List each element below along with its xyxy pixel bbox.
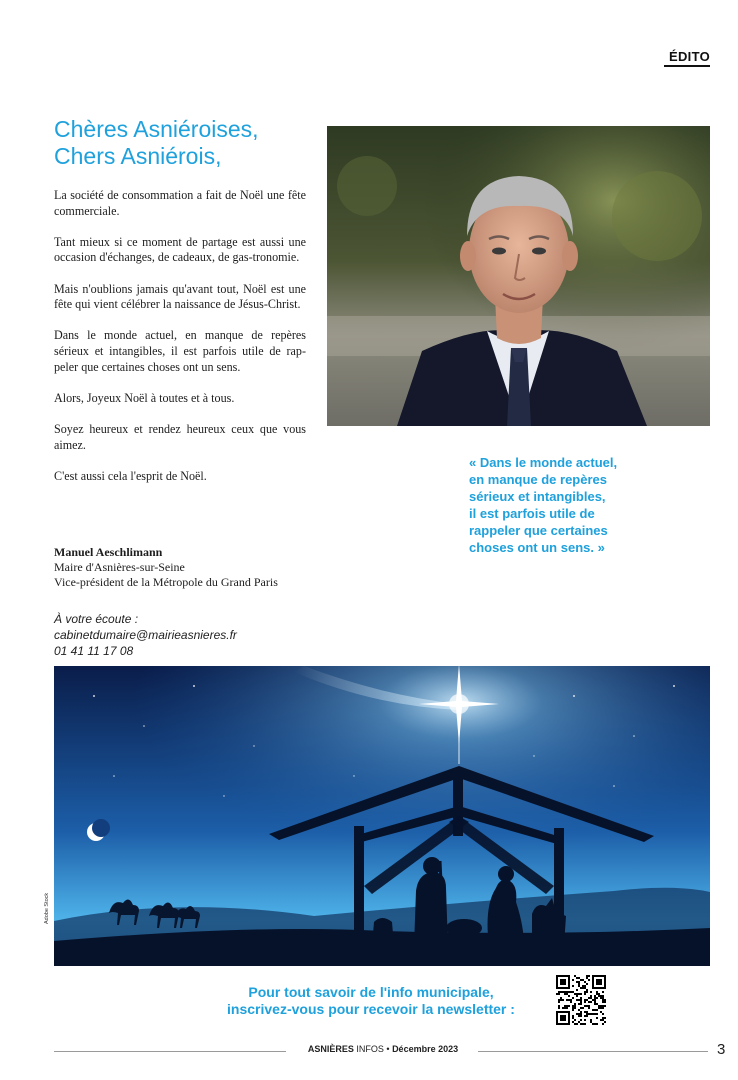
footer-masthead xyxy=(290,1044,476,1054)
pull-quote-line: choses ont un sens. » xyxy=(469,540,605,555)
pull-quote xyxy=(469,454,699,556)
body-paragraph: Tant mieux si ce moment de partage est aussi une occasion d'échanges, de cadeaux, de gas-tronomie. xyxy=(54,234,306,265)
qr-code-icon xyxy=(556,975,606,1025)
newsletter-qr-code[interactable] xyxy=(556,975,606,1025)
body-paragraph: Soyez heureux et rendez heureux ceux que vous aimez. xyxy=(54,421,306,452)
portrait-illustration xyxy=(327,126,710,426)
signature-name: Manuel Aeschlimann xyxy=(54,545,163,559)
editorial-body xyxy=(54,188,306,500)
signature-title: Maire d'Asnières-sur-Seine xyxy=(54,560,185,574)
nativity-illustration xyxy=(54,666,710,966)
contact-block xyxy=(54,611,314,659)
footer-issue: Décembre 2023 xyxy=(392,1044,459,1054)
page-number: 3 xyxy=(717,1041,726,1058)
pull-quote-line: en manque de repères xyxy=(469,472,607,487)
footer-magazine-bold: ASNIÈRES xyxy=(307,1044,354,1054)
newsletter-line: inscrivez-vous pour recevoir la newsletter : xyxy=(227,1001,515,1017)
mayor-portrait xyxy=(327,126,710,426)
body-paragraph: Dans le monde actuel, en manque de repères sérieux et intangibles, il est parfois utile de rap-peler que certaines choses ont un sens. xyxy=(54,328,306,374)
body-paragraph: C'est aussi cela l'esprit de Noël. xyxy=(54,468,207,483)
footer-separator: • xyxy=(383,1044,393,1054)
newsletter-cta xyxy=(200,984,542,1018)
footer-magazine-rest: INFOS xyxy=(353,1044,384,1054)
image-credit: Adobe Stock xyxy=(44,892,50,924)
body-paragraph: Mais n'oublions jamais qu'avant tout, Noël est une fête qui vient célébrer la naissance de Jésus-Christ. xyxy=(54,281,306,312)
pull-quote-line: sérieux et intangibles, xyxy=(469,489,606,504)
greeting-heading xyxy=(54,116,324,170)
contact-label: À votre écoute : xyxy=(54,612,139,626)
signature-block xyxy=(54,545,314,590)
newsletter-line: Pour tout savoir de l'info municipale, xyxy=(248,984,494,1000)
footer-rule-left xyxy=(54,1051,286,1052)
pull-quote-line: il est parfois utile de xyxy=(469,506,595,521)
pull-quote-line: rappeler que certaines xyxy=(469,523,608,538)
greeting-line-1: Chères Asniéroises, xyxy=(54,116,259,142)
body-paragraph: Alors, Joyeux Noël à toutes et à tous. xyxy=(54,390,235,405)
body-paragraph: La société de consommation a fait de Noël une fête commerciale. xyxy=(54,188,306,218)
footer-rule-right xyxy=(478,1051,708,1052)
greeting-line-2: Chers Asniérois, xyxy=(54,143,222,169)
pull-quote-line: « Dans le monde actuel, xyxy=(469,455,618,470)
contact-phone: 01 41 11 17 08 xyxy=(54,644,134,658)
contact-email-link[interactable]: cabinetdumaire@mairieasnieres.fr xyxy=(54,628,237,642)
section-tag: ÉDITO xyxy=(664,49,710,67)
signature-title: Vice-président de la Métropole du Grand Paris xyxy=(54,575,278,589)
nativity-image xyxy=(54,666,710,966)
